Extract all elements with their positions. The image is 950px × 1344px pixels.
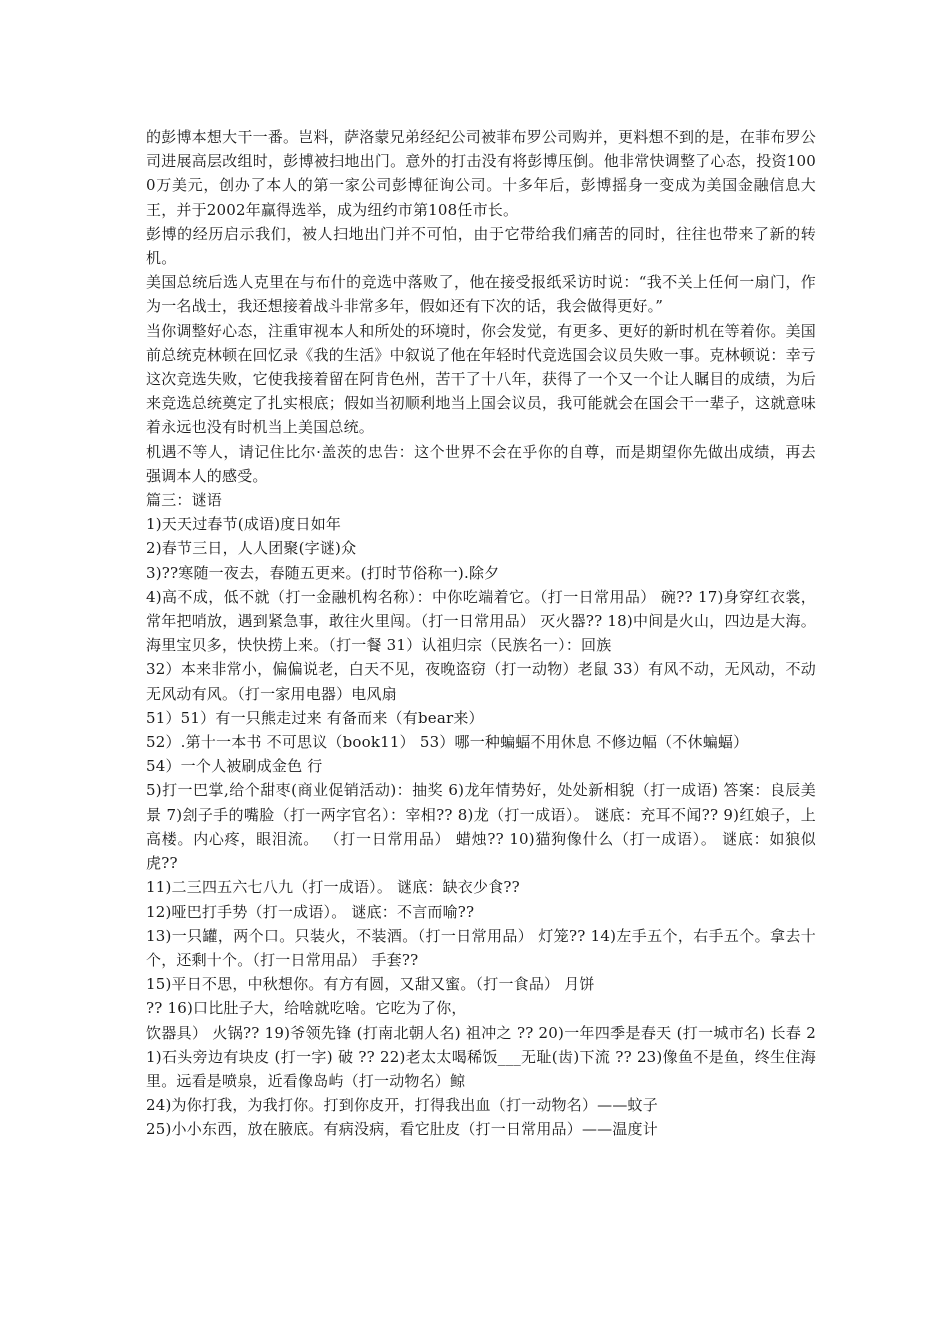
riddle-item: 2)春节三日，人人团聚(字谜)众 — [146, 539, 357, 558]
riddle-item: 11)二三四五六七八九（打一成语）。 谜底：缺衣少食?? — [146, 878, 520, 897]
riddle-item: 13)一只罐，两个口。只装火，不装酒。（打一日常用品） 灯笼?? 14)左手五个，右手五个。拿去十个，还剩十个。（打一日常用品） 手套?? — [146, 926, 816, 969]
riddle-item: 5)打一巴掌,给个甜枣(商业促销活动)：抽奖 6)龙年情势好，处处新相貌（打一成语) 答案：良辰美景 7)刽子手的嘴脸（打一两字官名）：宰相?? 8)龙（打一成语）。 谜底：充耳不闻?? 9)红娘子，上高楼。内心疼，眼泪流。 （打一日常用品） 蜡烛?? 10)猫狗像什么（打一成语）。 谜底：如狼似虎?? — [146, 781, 816, 873]
riddle-item: 12)哑巴打手势（打一成语）。 谜底：不言而喻?? — [146, 902, 475, 921]
document-page — [146, 125, 816, 1142]
riddle-item: 52）.第十一本书 不可思议（book11） 53）哪一种蝙蝠不用休息 不修边幅（不休蝙蝠） — [146, 733, 749, 752]
riddle-item: 24)为你打我，为我打你。打到你皮开，打得我出血（打一动物名）——蚊子 — [146, 1096, 658, 1115]
paragraph-clinton-story: 当你调整好心态，注重审视本人和所处的环境时，你会发觉，有更多、更好的新时机在等着你。美国前总统克林顿在回忆录《我的生活》中叙说了他在年轻时代竞选国会议员失败一事。克林顿说：幸亏这次竞选失败，它使我接着留在阿肯色州，苦干了十八年，获得了一个又一个让人瞩目的成绩，为后来竞选总统奠定了扎实根底；假如当初顺利地当上国会议员，我可能就会在国会干一辈子，这就意味着永远也没有时机当上美国总统。 — [146, 321, 816, 437]
riddle-item: 15)平日不思，中秋想你。有方有圆，又甜又蜜。（打一食品） 月饼 — [146, 975, 595, 994]
riddle-item: ?? 16)口比肚子大，给啥就吃啥。它吃为了你， — [146, 999, 467, 1018]
riddle-item: 1)天天过春节(成语)度日如年 — [146, 515, 342, 534]
riddle-item: 32）本来非常小，偏偏说老，白天不见，夜晚盗窃（打一动物）老鼠 33）有风不动，无风动，不动无风动有风。（打一家用电器）电风扇 — [146, 660, 816, 703]
paragraph-kerry-quote: 美国总统后选人克里在与布什的竞选中落败了，他在接受报纸采访时说：“我不关上任何一扇门，作为一名战士，我还想接着战斗非常多年，假如还有下次的话，我会做得更好。” — [146, 273, 816, 316]
riddle-item: 51）51）有一只熊走过来 有备而来（有bear来） — [146, 708, 484, 727]
riddle-item: 饮器具） 火锅?? 19)爷领先锋 (打南北朝人名) 祖冲之 ?? 20)一年四季是春天 (打一城市名) 长春 21)石头旁边有块皮 (打一字) 破 ?? 22)老太太喝稀饭___无耻(齿)下流 ?? 23)像鱼不是鱼，终生住海里。远看是喷泉，近看像岛屿（打一动物名）鲸 — [146, 1023, 816, 1090]
paragraph-gates-advice: 机遇不等人，请记住比尔·盖茨的忠告：这个世界不会在乎你的自尊，而是期望你先做出成绩，再去强调本人的感受。 — [146, 442, 816, 485]
riddle-item: 3)??寒随一夜去，春随五更来。(打时节俗称一).除夕 — [146, 563, 500, 582]
section-heading-riddles: 篇三：谜语 — [146, 491, 223, 510]
riddle-item: 54）一个人被刷成金色 行 — [146, 757, 323, 776]
paragraph-bloomberg-story: 的彭博本想大干一番。岂料，萨洛蒙兄弟经纪公司被菲布罗公司购并，更料想不到的是，在菲布罗公司进展高层改组时，彭博被扫地出门。意外的打击没有将彭博压倒。他非常快调整了心态，投资1000万美元，创办了本人的第一家公司彭博征询公司。十多年后，彭博摇身一变成为美国金融信息大王，并于2002年赢得选举，成为纽约市第108任市长。 — [146, 128, 816, 219]
riddle-item: 25)小小东西，放在腋底。有病没病，看它肚皮（打一日常用品）——温度计 — [146, 1120, 658, 1139]
riddle-item: 4)高不成，低不就（打一金融机构名称）：中你吃端着它。（打一日常用品） 碗?? 17)身穿红衣裳，常年把哨放，遇到紧急事，敢往火里闯。（打一日常用品） 灭火器?? 18)中间是火山，四边是大海。海里宝贝多，快快捞上来。（打一餐 31）认祖归宗（民族名一）：回族 — [146, 587, 816, 655]
paragraph-bloomberg-lesson: 彭博的经历启示我们，被人扫地出门并不可怕，由于它带给我们痛苦的同时，往往也带来了新的转机。 — [146, 224, 816, 268]
